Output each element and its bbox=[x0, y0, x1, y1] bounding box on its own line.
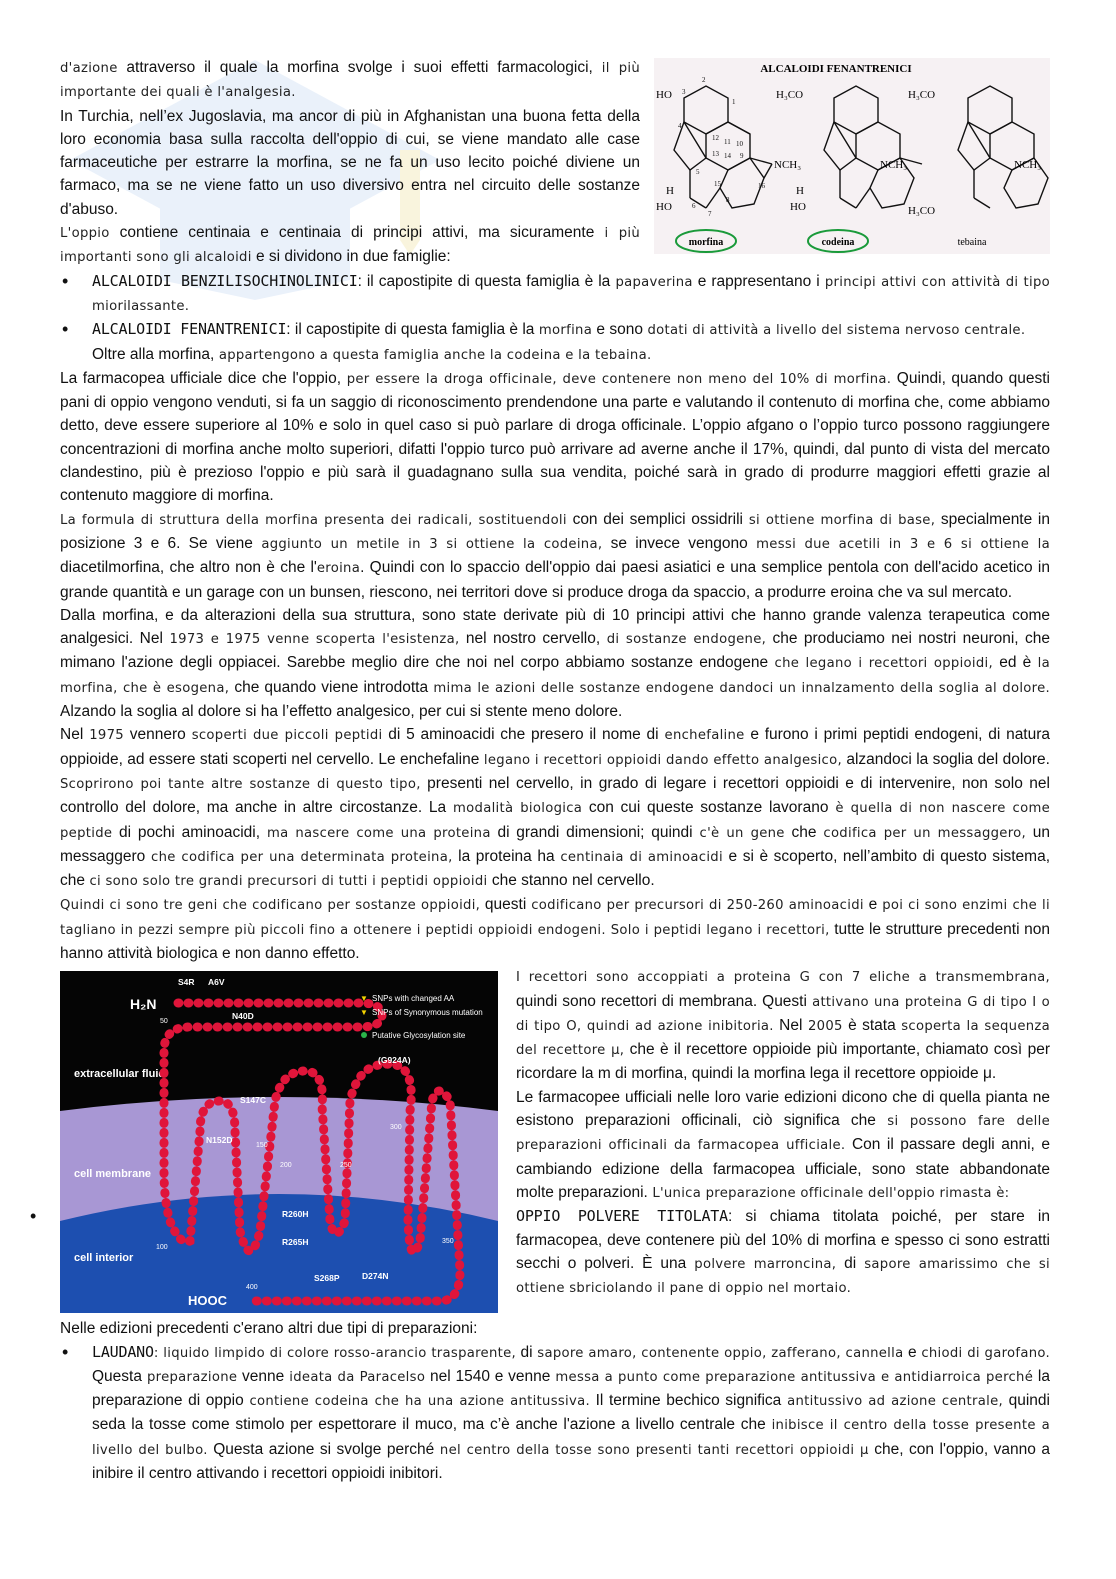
svg-text:13: 13 bbox=[712, 150, 719, 158]
figure-phenanthrene-alkaloids bbox=[654, 58, 1050, 254]
chem-label-ho-2: HO bbox=[656, 201, 672, 213]
chem-structures-svg bbox=[654, 58, 1050, 254]
para-5: La formula di struttura della morfina presenta dei radicali, sostituendoli con dei semplici ossidrili si ottiene morfina di base, specialmente in posizione 3 e 6. Se viene aggiunto un metile in 3 si ottiene la codeina, se invece vengono messi due acetili in 3 e 6 si ottiene la diacetilmorfina, che altro non è che l'eroina. Quindi con lo spaccio dell'oppio dai paesi asiatici e una semplice pentola con dell'acido acetico in grande quantità e un garage con un bunsen, riescono, nei territori dove si produce droga da spaccio, a produrre eroina che va sul mercato. bbox=[60, 510, 1050, 601]
previous-preparations-list bbox=[60, 1341, 1050, 1486]
label-c-term: HOOC bbox=[188, 1293, 227, 1309]
svg-text:300: 300 bbox=[390, 1124, 402, 1132]
list-item-oppio-polvere: • OPPIO POLVERE TITOLATA: si chiama titolata poiché, per stare in farmacopea, deve contenere più del 10% di morfina e spesso ci sono estratti secchi o polveri. È una polvere marroncina, di sapore amarissimo che si ottiene sbriciolando il pane di oppio nel mortaio. bbox=[60, 1205, 1050, 1300]
chem-label-h-1: H bbox=[666, 185, 674, 197]
svg-text:15: 15 bbox=[714, 180, 721, 188]
svg-text:350: 350 bbox=[442, 1238, 454, 1246]
thebaine-structure bbox=[958, 86, 1048, 208]
svg-text:9: 9 bbox=[740, 152, 744, 160]
figure-chem-title: ALCALOIDI FENANTRENICI bbox=[760, 63, 912, 75]
svg-text:R265H: R265H bbox=[282, 1237, 309, 1248]
svg-text:N40D: N40D bbox=[232, 1011, 254, 1022]
svg-text:100: 100 bbox=[156, 1244, 168, 1252]
para-4: La farmacopea ufficiale dice che l'oppio, per essere la droga officinale, deve contenere non meno del 10% di morfina. Quindi, quando questi pani di oppio vengono venduti, si fa un saggio di riconoscimento prendendone una parte e valutando il contenuto di morfina che, come abbiamo detto, deve essere superiore al 10% e solo in quel caso si può parlare di droga officinale. L’oppio afgano o l’oppio turco possono raggiungere concentrazioni di morfina anche molto superiori, difatti l'oppio turco può arrivare ad averne anche il 17%, quindi, dal punto di vista del mercato clandestino, più è prezioso l'oppio e più sarà il guadagnano sulla sua vendita, poiché sarà in grado di produrre maggiori effetti grazie al contenuto maggiore di morfina. bbox=[60, 369, 1050, 505]
chem-label-h3co-2: H₃CO bbox=[908, 89, 936, 101]
svg-text:16: 16 bbox=[758, 182, 765, 190]
svg-text:2: 2 bbox=[702, 76, 706, 84]
chem-label-ho-3: HO bbox=[790, 201, 806, 213]
svg-text:SNPs of Synonymous mutation: SNPs of Synonymous mutation bbox=[372, 1008, 483, 1018]
official-preparation-list bbox=[60, 1205, 1050, 1300]
svg-text:▼: ▼ bbox=[360, 994, 368, 1004]
label-morfina: morfina bbox=[688, 237, 724, 248]
chem-label-h3co-1: H₃CO bbox=[776, 89, 804, 101]
label-interior: cell interior bbox=[74, 1252, 134, 1265]
label-membrane: cell membrane bbox=[74, 1168, 152, 1181]
para-6: Dalla morfina, e da alterazioni della sua struttura, sono state derivate più di 10 principi attivi che hanno grande valenza terapeutica come analgesici. Nel 1973 e 1975 venne scoperta l'esistenza, nel nostro cervello, di sostanze endogene, che produciamo nei nostri neuroni, che mimano l'azione degli oppiacei. Sarebbe meglio dire che noi nel corpo abbiamo sostanze endogene che legano i recettori oppioidi, ed è la morfina, che è esogena, che quando viene introdotta mima le azioni delle sostanze endogene dandoci un innalzamento della soglia al dolore. Alzando la soglia al dolore si ha l’effetto analgesico, per cui si stente meno dolore. bbox=[60, 606, 1050, 721]
para-9: I recettori sono accoppiati a proteina G con 7 eliche a transmembrana, quindi sono recettori di membrana. Questi attivano una proteina G di tipo I o di tipo O, quindi ad azione inibitoria. Nel 2005 è stata scoperta la sequenza del recettore μ, che è il recettore oppioide più importante, chiamato così per ricordare la m di morfina, quindi la morfina lega il recettore oppioide μ. bbox=[516, 970, 1051, 1083]
svg-text:S147C: S147C bbox=[240, 1095, 266, 1106]
svg-text:R260H: R260H bbox=[282, 1209, 309, 1220]
para-11: Nelle edizioni precedenti c'erano altri due tipi di preparazioni: bbox=[60, 1320, 478, 1338]
page-body bbox=[60, 56, 1050, 1485]
svg-text:50: 50 bbox=[160, 1018, 168, 1026]
svg-text:6: 6 bbox=[692, 202, 696, 210]
chem-label-nch3-2: NCH₃ bbox=[880, 159, 908, 171]
label-tebaina: tebaina bbox=[957, 237, 987, 248]
svg-text:200: 200 bbox=[280, 1162, 292, 1170]
svg-text:SNPs with changed AA: SNPs with changed AA bbox=[372, 994, 455, 1004]
svg-text:250: 250 bbox=[340, 1162, 352, 1170]
svg-text:400: 400 bbox=[246, 1284, 258, 1292]
svg-text:Putative Glycosylation site: Putative Glycosylation site bbox=[372, 1031, 466, 1041]
svg-text:▼: ▼ bbox=[360, 1008, 368, 1018]
svg-text:S268P: S268P bbox=[314, 1273, 340, 1284]
para-7: Nel 1975 vennero scoperti due piccoli peptidi di 5 aminoacidi che presero il nome di enchefaline e furono i primi peptidi endogeni, di natura oppioide, ad essere stati scoperti nel cervello. Le enchefaline legano i recettori oppioidi dando effetto analgesico, alzandoci la soglia del dolore. Scoprirono poi tante altre sostanze di questo tipo, presenti nel cervello, in grado di legare i recettori oppioidi e di intervenire, non solo nel controllo del dolore, ma anche in altre circostanze. La modalità biologica con cui queste sostanze lavorano è quella di non nascere come peptide di pochi aminoacidi, ma nascere come una proteina di grandi dimensioni; quindi c'è un gene che codifica per un messaggero, un messaggero che codifica per una determinata proteina, la proteina ha centinaia di aminoacidi e si è scoperto, nell’ambito di questo sistema, che ci sono solo tre grandi precursori di tutti i peptidi oppioidi che stanno nel cervello. bbox=[60, 726, 1051, 890]
svg-text:A6V: A6V bbox=[208, 977, 225, 988]
chem-label-ho-1: HO bbox=[656, 89, 672, 101]
chem-label-nch3-3: NCH₃ bbox=[1014, 159, 1042, 171]
svg-text:7: 7 bbox=[708, 210, 712, 218]
svg-text:10: 10 bbox=[736, 140, 743, 148]
label-codeina: codeina bbox=[821, 237, 855, 248]
para-10: Le farmacopee ufficiali nelle loro varie edizioni dicono che di quella pianta ne esistono preparazioni officinali, ciò significa che si possono fare delle preparazioni officinali da farmacopea ufficiale. Con il passare degli anni, e cambiando edizione della farmacopea ufficiale, sono state abbandonate molte preparazioni. L'unica preparazione officinale dell'oppio rimasta è: bbox=[516, 1088, 1050, 1201]
list-item-phenanthrene: • ALCALOIDI FENANTRENICI: il capostipite di questa famiglia è la morfina e sono dotati di attività a livello del sistema nervoso centrale. Oltre alla morfina, appartengono a questa famiglia anche la codeina e la tebaina. bbox=[92, 318, 1050, 367]
para-8: Quindi ci sono tre geni che codificano per sostanze oppioidi, questi codificano per precursori di 250-260 aminoacidi e poi ci sono enzimi che li tagliano in pezzi sempre più piccoli fino a ottenere i peptidi oppioidi endogeni. Solo i peptidi legano i recettori, tutte le strutture precedenti non hanno attività biologica e non danno effetto. bbox=[60, 896, 1051, 962]
chem-label-h3co-3: H₃CO bbox=[908, 205, 936, 217]
para-2: In Turchia, nell’ex Jugoslavia, ma ancor di più in Afghanistan una buona fetta della loro economia basa sulla raccolta dell'oppio di cui, se viene mandato alle case farmaceutiche per estrarre la morfina, se ne fa un uso lecito poiché diviene un farmaco, ma se ne viene fatto un uso diversivo entra nel circuito delle sostanze d'abuso. bbox=[60, 107, 640, 218]
alkaloid-families-list bbox=[60, 270, 1050, 367]
para-3: L'oppio contiene centinaia e centinaia di principi attivi, ma sicuramente i più importanti sono gli alcaloidi e si dividono in due famiglie: bbox=[60, 224, 640, 266]
list-item-laudano: • LAUDANO: liquido limpido di colore rosso-arancio trasparente, di sapore amaro, contenente oppio, zafferano, cannella e chiodi di garofano. Questa preparazione venne ideata da Paracelso nel 1540 e venne messa a punto come preparazione antitussiva e antidiarroica perché la preparazione di oppio contiene codeina che ha una azione antitussiva. Il termine bechico significa antitussivo ad azione centrale, quindi seda la tosse come stimolo per espettorare il muco, ma c’è anche l'azione a livello centrale che inibisce il centro della tosse presente a livello del bulbo. Questa azione si svolge perché nel centro della tosse sono presenti tanti recettori oppioidi μ che, con l'oppio, vanno a inibire il centro attivando i recettori oppioidi inibitori. bbox=[92, 1341, 1050, 1486]
svg-text:14: 14 bbox=[724, 152, 731, 160]
svg-text:(G924A): (G924A) bbox=[378, 1055, 411, 1066]
label-extracellular: extracellular fluid bbox=[74, 1068, 166, 1081]
codeine-structure bbox=[824, 86, 922, 208]
svg-text:3: 3 bbox=[682, 88, 686, 96]
svg-text:N152D: N152D bbox=[206, 1135, 233, 1146]
chem-atom-numbers bbox=[678, 76, 766, 218]
para-1: d'azione attraverso il quale la morfina svolge i suoi effetti farmacologici, il più importante dei quali è l'analgesia. bbox=[60, 59, 640, 101]
svg-text:8: 8 bbox=[726, 196, 730, 204]
list-item-benzylisoquinoline: • ALCALOIDI BENZILISOCHINOLINICI: il capostipite di questa famiglia è la papaverina e rappresentano i principi attivi con attività di tipo miorilassante. bbox=[92, 270, 1050, 319]
label-n-term: H₂N bbox=[130, 996, 157, 1013]
svg-text:4: 4 bbox=[678, 122, 682, 130]
svg-text:D274N: D274N bbox=[362, 1271, 389, 1282]
chem-label-nch3-1: NCH₃ bbox=[774, 159, 802, 171]
svg-text:150: 150 bbox=[256, 1142, 268, 1150]
svg-text:12: 12 bbox=[712, 134, 719, 142]
chem-label-h-2: H bbox=[796, 185, 804, 197]
svg-text:S4R: S4R bbox=[178, 977, 195, 988]
svg-text:5: 5 bbox=[696, 168, 700, 176]
svg-text:11: 11 bbox=[724, 138, 731, 146]
svg-text:1: 1 bbox=[732, 98, 736, 106]
